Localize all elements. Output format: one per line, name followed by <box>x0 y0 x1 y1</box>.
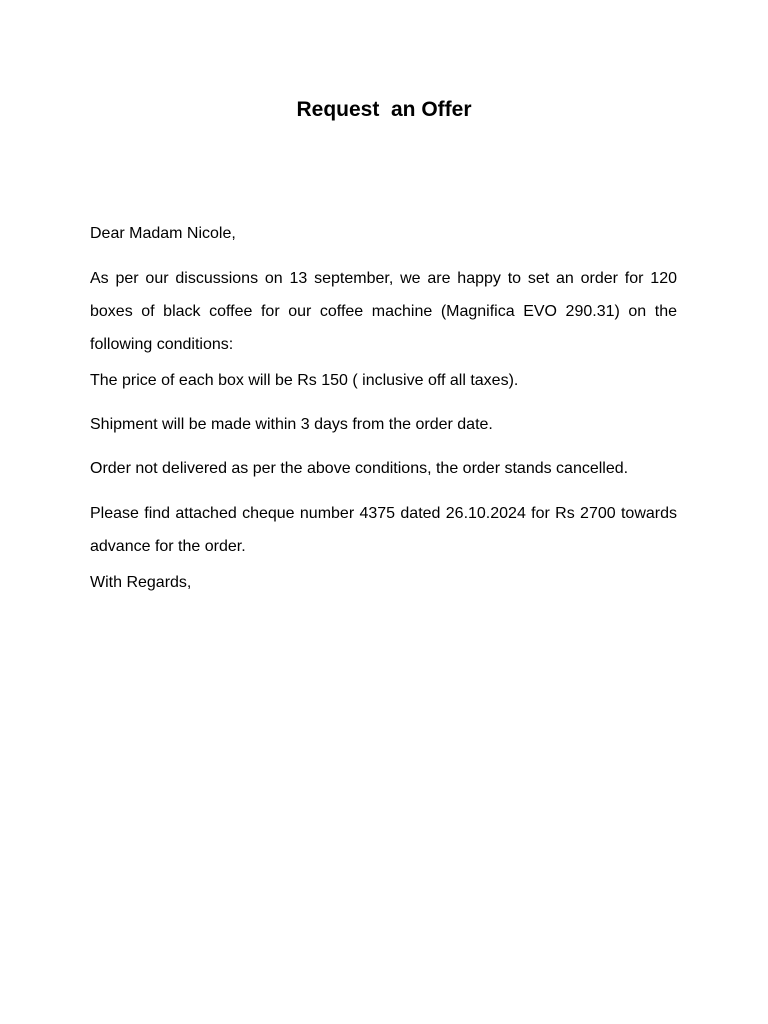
paragraph-cancellation: Order not delivered as per the above conditions, the order stands cancelled. <box>90 460 629 477</box>
paragraph-cheque: Please find attached cheque number 4375 dated 26.10.2024 for Rs 2700 towards advance for the order. <box>90 505 677 555</box>
paragraph-price: The price of each box will be Rs 150 ( inclusive off all taxes). <box>90 372 519 389</box>
paragraph-order-details: As per our discussions on 13 september, we are happy to set an order for 120 boxes of black coffee for our coffee machine (Magnifica EVO 290.31) on the following conditions: <box>90 270 677 353</box>
paragraph-shipment: Shipment will be made within 3 days from the order date. <box>90 416 493 433</box>
closing: With Regards, <box>90 574 192 591</box>
letter-title: Request an Offer <box>296 98 472 121</box>
letter-body <box>90 222 677 615</box>
salutation: Dear Madam Nicole, <box>90 225 236 242</box>
